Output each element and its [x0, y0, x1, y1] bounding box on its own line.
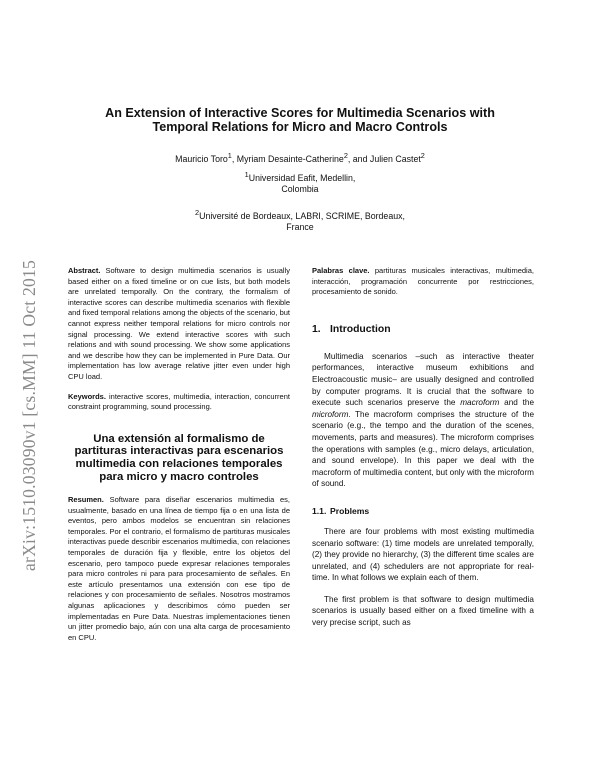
section-heading: [312, 324, 534, 335]
palabras-clave: [312, 266, 534, 298]
intro-text: Multimedia scenarios –such as interactive theater performances, interactive museum exhibitions and Electroacoustic music– are usually designed and controlled by computer programs. It is crucial that the software to execute such scenarios preserve the: [312, 351, 534, 408]
abstract-text: Software to design multimedia scenarios is usually based either on a fixed timeline or on cue lists, but both models are unrelated temporally. On the contrary, the formalism of interactive scores can describe multimedia scenarios with flexible and fixed temporal relations among the objects of the scenario, but cannot express neither temporal relations for micro controls nor signal processing. We extend interactive scores with such relations and with sound processing. We show some applications and we describe how they can be implemented in Pure Data. Our implementation has low average relative jitter even under high CPU load.: [68, 266, 290, 381]
subsection-heading: [312, 506, 534, 516]
resumen-label: Resumen.: [68, 495, 104, 505]
affiliation-1: [170, 169, 430, 196]
resumen-text: Software para diseñar escenarios multimedia es, usualmente, basado en una línea de tiempo fija o en una lista de eventos, pero ambos modelos se encuentran sin relaciones temporales. Por el contrario, el formalismo de partituras musicales interactivas puede describir escenarios multimedia, con relaciones temporales de duración fija y flexible, entre los objetos del escenario, pero tampoco puede expresar relaciones temporales para micro controles ni para para procesamiento de señales. En este artículo presentamos una extensión con ese tipo de relaciones y con procesamiento de señales. Nosotros mostramos algunas aplicaciones y describimos cómo pueden ser implementadas en Pure Data. Nuestras implementaciones tienen un jitter promedio bajo, aún con una alta carga de procesamiento en CPU.: [68, 495, 290, 642]
author-separator: ,: [231, 153, 237, 164]
affiliation-line: Université de Bordeaux, LABRI, SCRIME, Bordeaux,: [199, 210, 405, 221]
problems-paragraph: There are four problems with most existing multimedia scenario software: (1) time models are unrelated temporally, (2) they provide no hierarchy, (3) the different time scales are unrelated, and (4) schedulers are not appropriate for real-time. In what follows we explain each of them.: [312, 526, 534, 583]
spanish-title-line: partituras interactivas para escenarios: [74, 445, 284, 458]
affiliation-line: France: [286, 222, 314, 233]
problems-paragraph: The first problem is that software to design multimedia scenarios is usually based either on a fixed timeline with a very precise script, such as: [312, 594, 534, 628]
intro-text: . The macroform comprises the structure of the scenario (e.g., the tempo and the duration of the scenes, movements, parts and measures). The microform comprises the operations with samples (e.g., micro delays, articulation, and sound envelope). In this paper we deal with the macroform of multimedia content, but only with the microform of sound.: [312, 409, 534, 489]
arxiv-stamp: [14, 200, 44, 630]
paper-title: [70, 106, 530, 134]
spanish-title-line: para micro y macro controles: [99, 470, 259, 483]
title-line-1: An Extension of Interactive Scores for Multimedia Scenarios with: [105, 106, 495, 120]
intro-text: and the: [499, 398, 534, 408]
author-name: Mauricio Toro: [175, 153, 228, 164]
arxiv-stamp-text: arXiv:1510.03090v1 [cs.MM] 11 Oct 2015: [18, 259, 39, 571]
resumen: [68, 495, 290, 643]
section-title: Introduction: [330, 323, 391, 335]
affiliation-line: Universidad Eafit, Medellin,: [248, 172, 356, 183]
spanish-title: [68, 433, 290, 483]
affiliation-mark: 1: [244, 170, 249, 179]
intro-paragraph: [312, 351, 534, 490]
keywords-label: Keywords.: [68, 391, 106, 401]
author-affil-mark: 2: [343, 151, 348, 160]
author-separator: , and: [347, 153, 370, 164]
author-name: Myriam Desainte-Catherine: [236, 153, 344, 164]
title-line-2: Temporal Relations for Micro and Macro Controls: [152, 120, 448, 134]
affiliation-line: Colombia: [281, 184, 319, 195]
palabras-text: partituras musicales interactivas, multimedia, interacción, programación concurrente por restricciones, procesamiento de sonido.: [312, 266, 534, 297]
right-column: [312, 266, 534, 629]
intro-emphasis: microform: [312, 409, 349, 419]
palabras-label: Palabras clave.: [312, 266, 370, 275]
spanish-title-line: multimedia con relaciones temporales: [75, 457, 283, 470]
affiliation-mark: 2: [195, 208, 200, 217]
left-column: [68, 266, 290, 643]
section-number: 1.: [312, 323, 321, 335]
author-affil-mark: 2: [420, 151, 425, 160]
affiliation-2: [170, 207, 430, 234]
keywords: [68, 392, 290, 413]
author-name: Julien Castet: [369, 153, 421, 164]
intro-emphasis: macroform: [460, 398, 500, 408]
spanish-title-line: Una extensión al formalismo de: [93, 432, 265, 445]
author-list: [70, 151, 530, 164]
author-affil-mark: 1: [227, 151, 232, 160]
keywords-text: interactive scores, multimedia, interaction, concurrent constraint programming, sound processing.: [68, 391, 290, 412]
abstract-label: Abstract.: [68, 266, 101, 275]
subsection-number: 1.1.: [312, 505, 327, 516]
abstract: [68, 266, 290, 383]
subsection-title: Problems: [330, 505, 370, 516]
